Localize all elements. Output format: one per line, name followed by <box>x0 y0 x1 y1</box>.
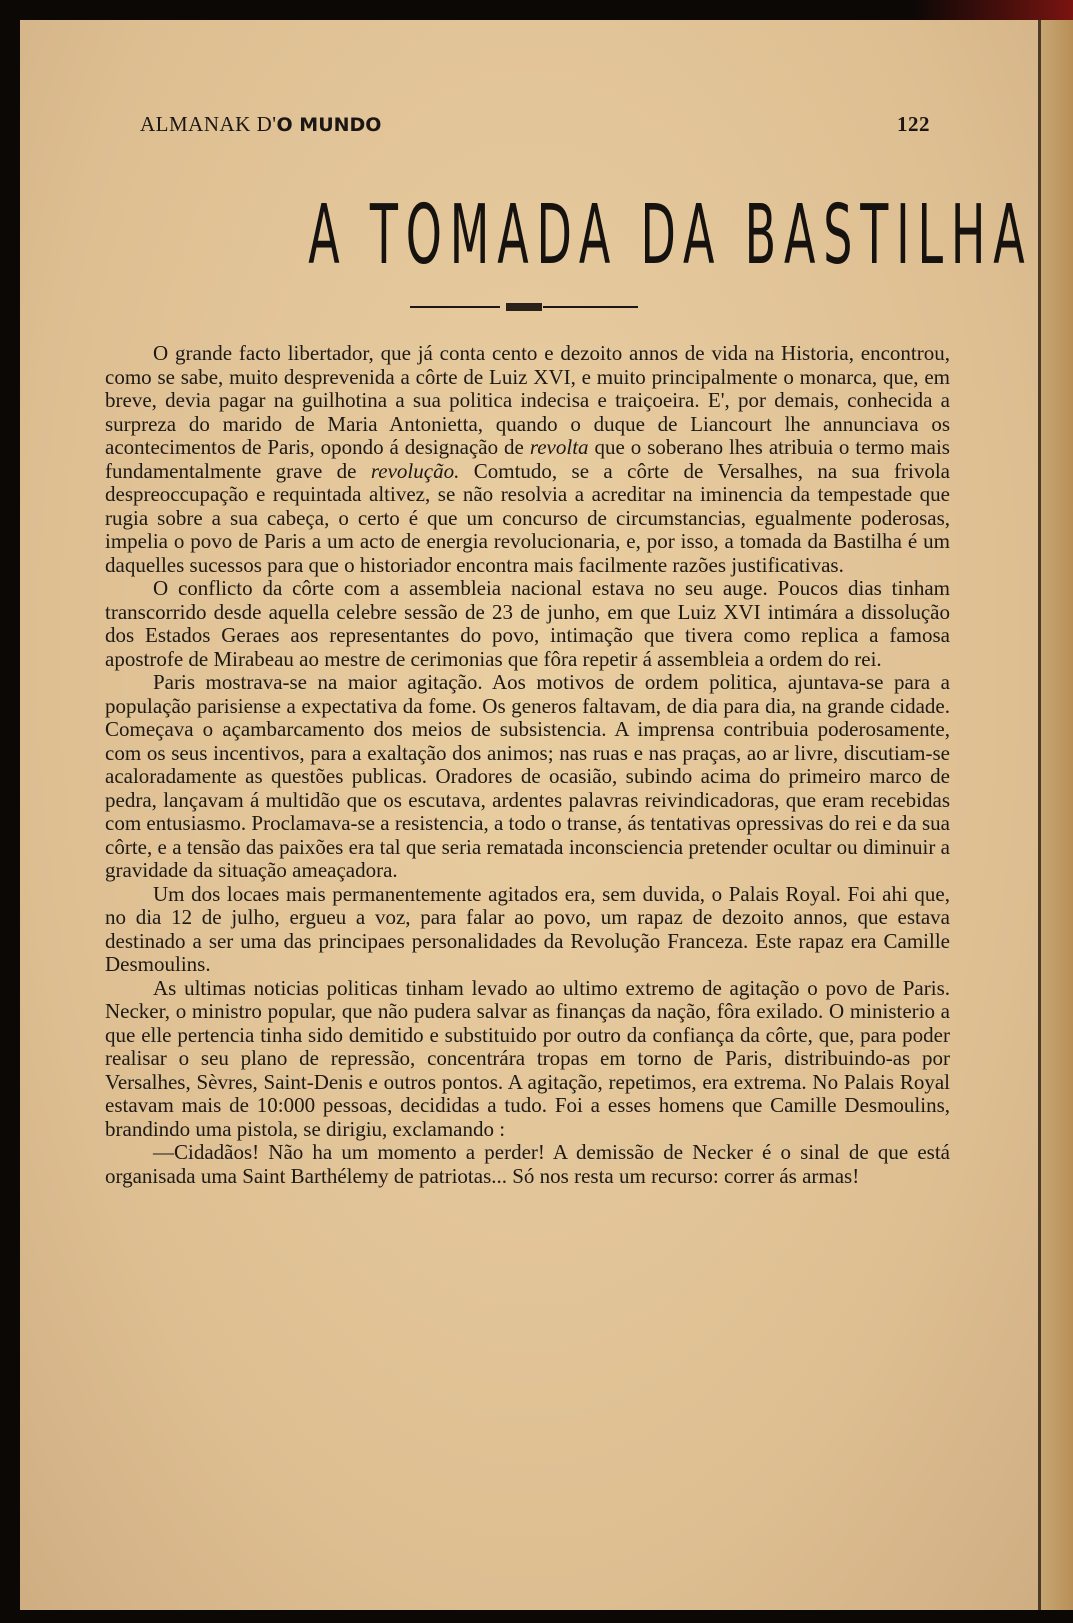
article-paragraph <box>105 1141 950 1188</box>
page-edge-corner <box>910 0 1073 20</box>
next-page-edge <box>1038 20 1073 1610</box>
paragraph-text: O conflicto da côrte com a assembleia nacional estava no seu auge. Poucos dias tinham transcorrido desde aquella celebre sessão de 23 de junho, em que Luiz XVI intimára a dissolução dos Estados Geraes aos representantes do povo, intimação que tivera como replica a famosa apostrofe de Mirabeau ao mestre de cerimonias que fôra repetir á assembleia a ordem do rei. <box>105 576 950 671</box>
paragraph-text: —Cidadãos! Não ha um momento a perder! A demissão de Necker é o sinal de que está organisada uma Saint Barthélemy de patriotas... Só nos resta um recurso: correr ás armas! <box>105 1140 950 1188</box>
title-ornament <box>410 303 638 311</box>
ornament-rule-left <box>410 306 500 308</box>
emphasized-text: revolução. <box>370 458 460 483</box>
article-paragraph <box>105 342 950 577</box>
article-title: A TOMADA DA BASTILHA <box>308 188 1033 283</box>
running-title-text: ALMANAK D' <box>140 112 277 136</box>
running-brand: O MUNDO <box>276 114 382 136</box>
article-body <box>105 342 950 1188</box>
article-paragraph <box>105 977 950 1142</box>
article-paragraph <box>105 671 950 883</box>
emphasized-text: revolta <box>529 435 589 459</box>
ornament-center <box>506 303 542 311</box>
page-number: 122 <box>897 112 930 136</box>
article-paragraph <box>105 883 950 977</box>
paragraph-text: Um dos locaes mais permanentemente agitados era, sem duvida, o Palais Royal. Foi ahi que, no dia 12 de julho, ergueu a voz, para falar ao povo, um rapaz de dezoito annos, que estava destinado a ser uma das principaes personalidades da Revolução Franceza. Este rapaz era Camille Desmoulins. <box>105 881 950 976</box>
running-header <box>140 112 930 142</box>
paragraph-text: que o soberano lhes atribuia o termo mais fundamentalmente grave de <box>105 435 950 483</box>
article-paragraph <box>105 577 950 671</box>
ornament-rule-right <box>543 306 638 308</box>
paragraph-text: As ultimas noticias politicas tinham levado ao ultimo extremo de agitação o povo de Paris. Necker, o ministro popular, que não pudera salvar as finanças da nação, fôra exilado. O ministerio a que elle pertencia tinha sido demitido e substituido por outro da confiança da côrte, que, para poder realisar o seu plano de repressão, concentrára tropas em torno de Paris, distribuindo-as por Versalhes, Sèvres, Saint-Denis e outros pontos. A agitação, repetimos, era extrema. No Palais Royal estavam mais de 10:000 pessoas, decididas a tudo. Foi a esses homens que Camille Desmoulins, brandindo uma pistola, se dirigiu, exclamando : <box>105 975 950 1141</box>
paragraph-text: Comtudo, se a côrte de Versalhes, na sua frivola despreoccupação e requintada altivez, se não resolvia a acreditar na iminencia da tempestade que rugia sobre a sua cabeça, o certo é que um concurso de circumstancias, egualmente poderosas, impelia o povo de Paris a um acto de energia revolucionaria, e, por isso, a tomada da Bastilha é um daquelles sucessos para que o historiador encontra mais facilmente razões justificativas. <box>105 458 950 577</box>
paragraph-text: Paris mostrava-se na maior agitação. Aos motivos de ordem politica, ajuntava-se para a população parisiense a expectativa da fome. Os generos faltavam, de dia para dia, na grande cidade. Começava o açambarcamento dos meios de subsistencia. A imprensa contribuia poderosamente, com os seus incentivos, para a exaltação dos animos; nas ruas e nas praças, ao ar livre, discutiam-se acaloradamente as questões publicas. Oradores de ocasião, subindo acima do primeiro marco de pedra, lançavam á multidão que os escutava, ardentes palavras reivindicadoras, que eram recebidas com entusiasmo. Proclamava-se a resistencia, a todo o transe, ás tentativas opressivas do rei e da sua côrte, e a tensão das paixões era tal que seria rematada inconsciencia pretender ocultar ou diminuir a gravidade da situação ameaçadora. <box>105 670 950 882</box>
paragraph-text: O grande facto libertador, que já conta cento e dezoito annos de vida na Historia, encontrou, como se sabe, muito desprevenida a côrte de Luiz XVI, e muito principalmente o monarca, que, em breve, devia pagar na guilhotina a sua politica indecisa e traiçoeira. E', por demais, conhecida a surpreza do marido de Maria Antonietta, quando o duque de Liancourt lhe annunciava os acontecimentos de Paris, opondo á designação de <box>105 341 950 459</box>
running-title <box>140 112 381 137</box>
